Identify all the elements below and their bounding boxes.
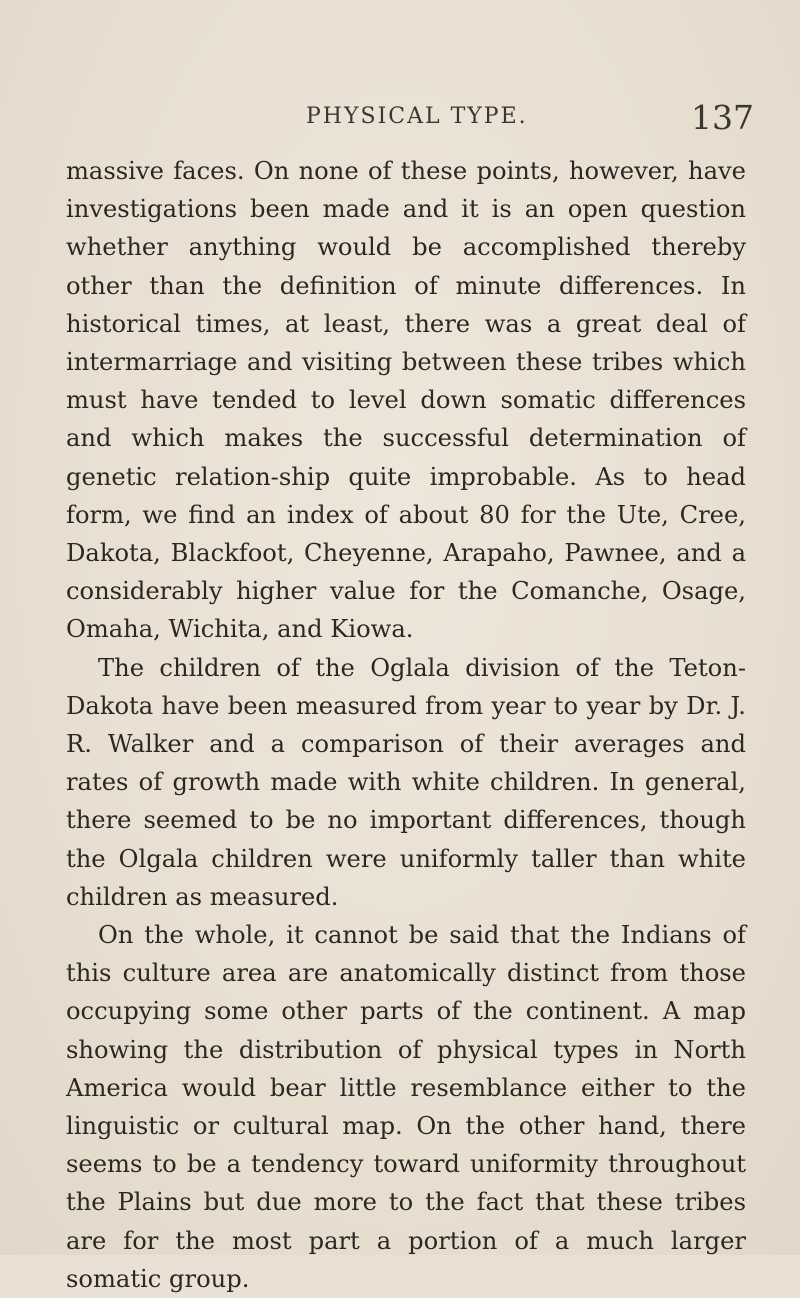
paragraph-1: massive faces. On none of these points, however, have investigations been made and it is an open question whether anything would be accomplished thereby other than the definition of minute differences. In historical times, at least, there was a great deal of intermarriage and visiting between these tribes which must have tended to level down somatic differences and which makes the successful determination of genetic relation-ship quite improbable. As to head form, we find an index of about 80 for the Ute, Cree, Dakota, Blackfoot, Cheyenne, Arapaho, Pawnee, and a considerably higher value for the Comanche, Osage, Omaha, Wichita, and Kiowa.: [66, 157, 746, 644]
page-header: [306, 100, 754, 140]
page-number: 137: [691, 98, 754, 137]
body-text: [66, 152, 746, 1298]
paragraph-2: The children of the Oglala division of the Teton-Dakota have been measured from year to year by Dr. J. R. Walker and a comparison of their averages and rates of growth made with white children. In general, there seemed to be no important differences, though the Olgala children were uniformly taller than white children as measured.: [66, 653, 746, 911]
paragraph-3: On the whole, it cannot be said that the Indians of this culture area are anatomically distinct from those occupying some other parts of the continent. A map showing the distribution of physical types in North America would bear little resemblance either to the linguistic or cultural map. On the other hand, there seems to be a tendency toward uniformity throughout the Plains but due more to the fact that these tribes are for the most part a portion of a much larger somatic group.: [66, 921, 746, 1293]
running-head: PHYSICAL TYPE.: [306, 104, 528, 129]
